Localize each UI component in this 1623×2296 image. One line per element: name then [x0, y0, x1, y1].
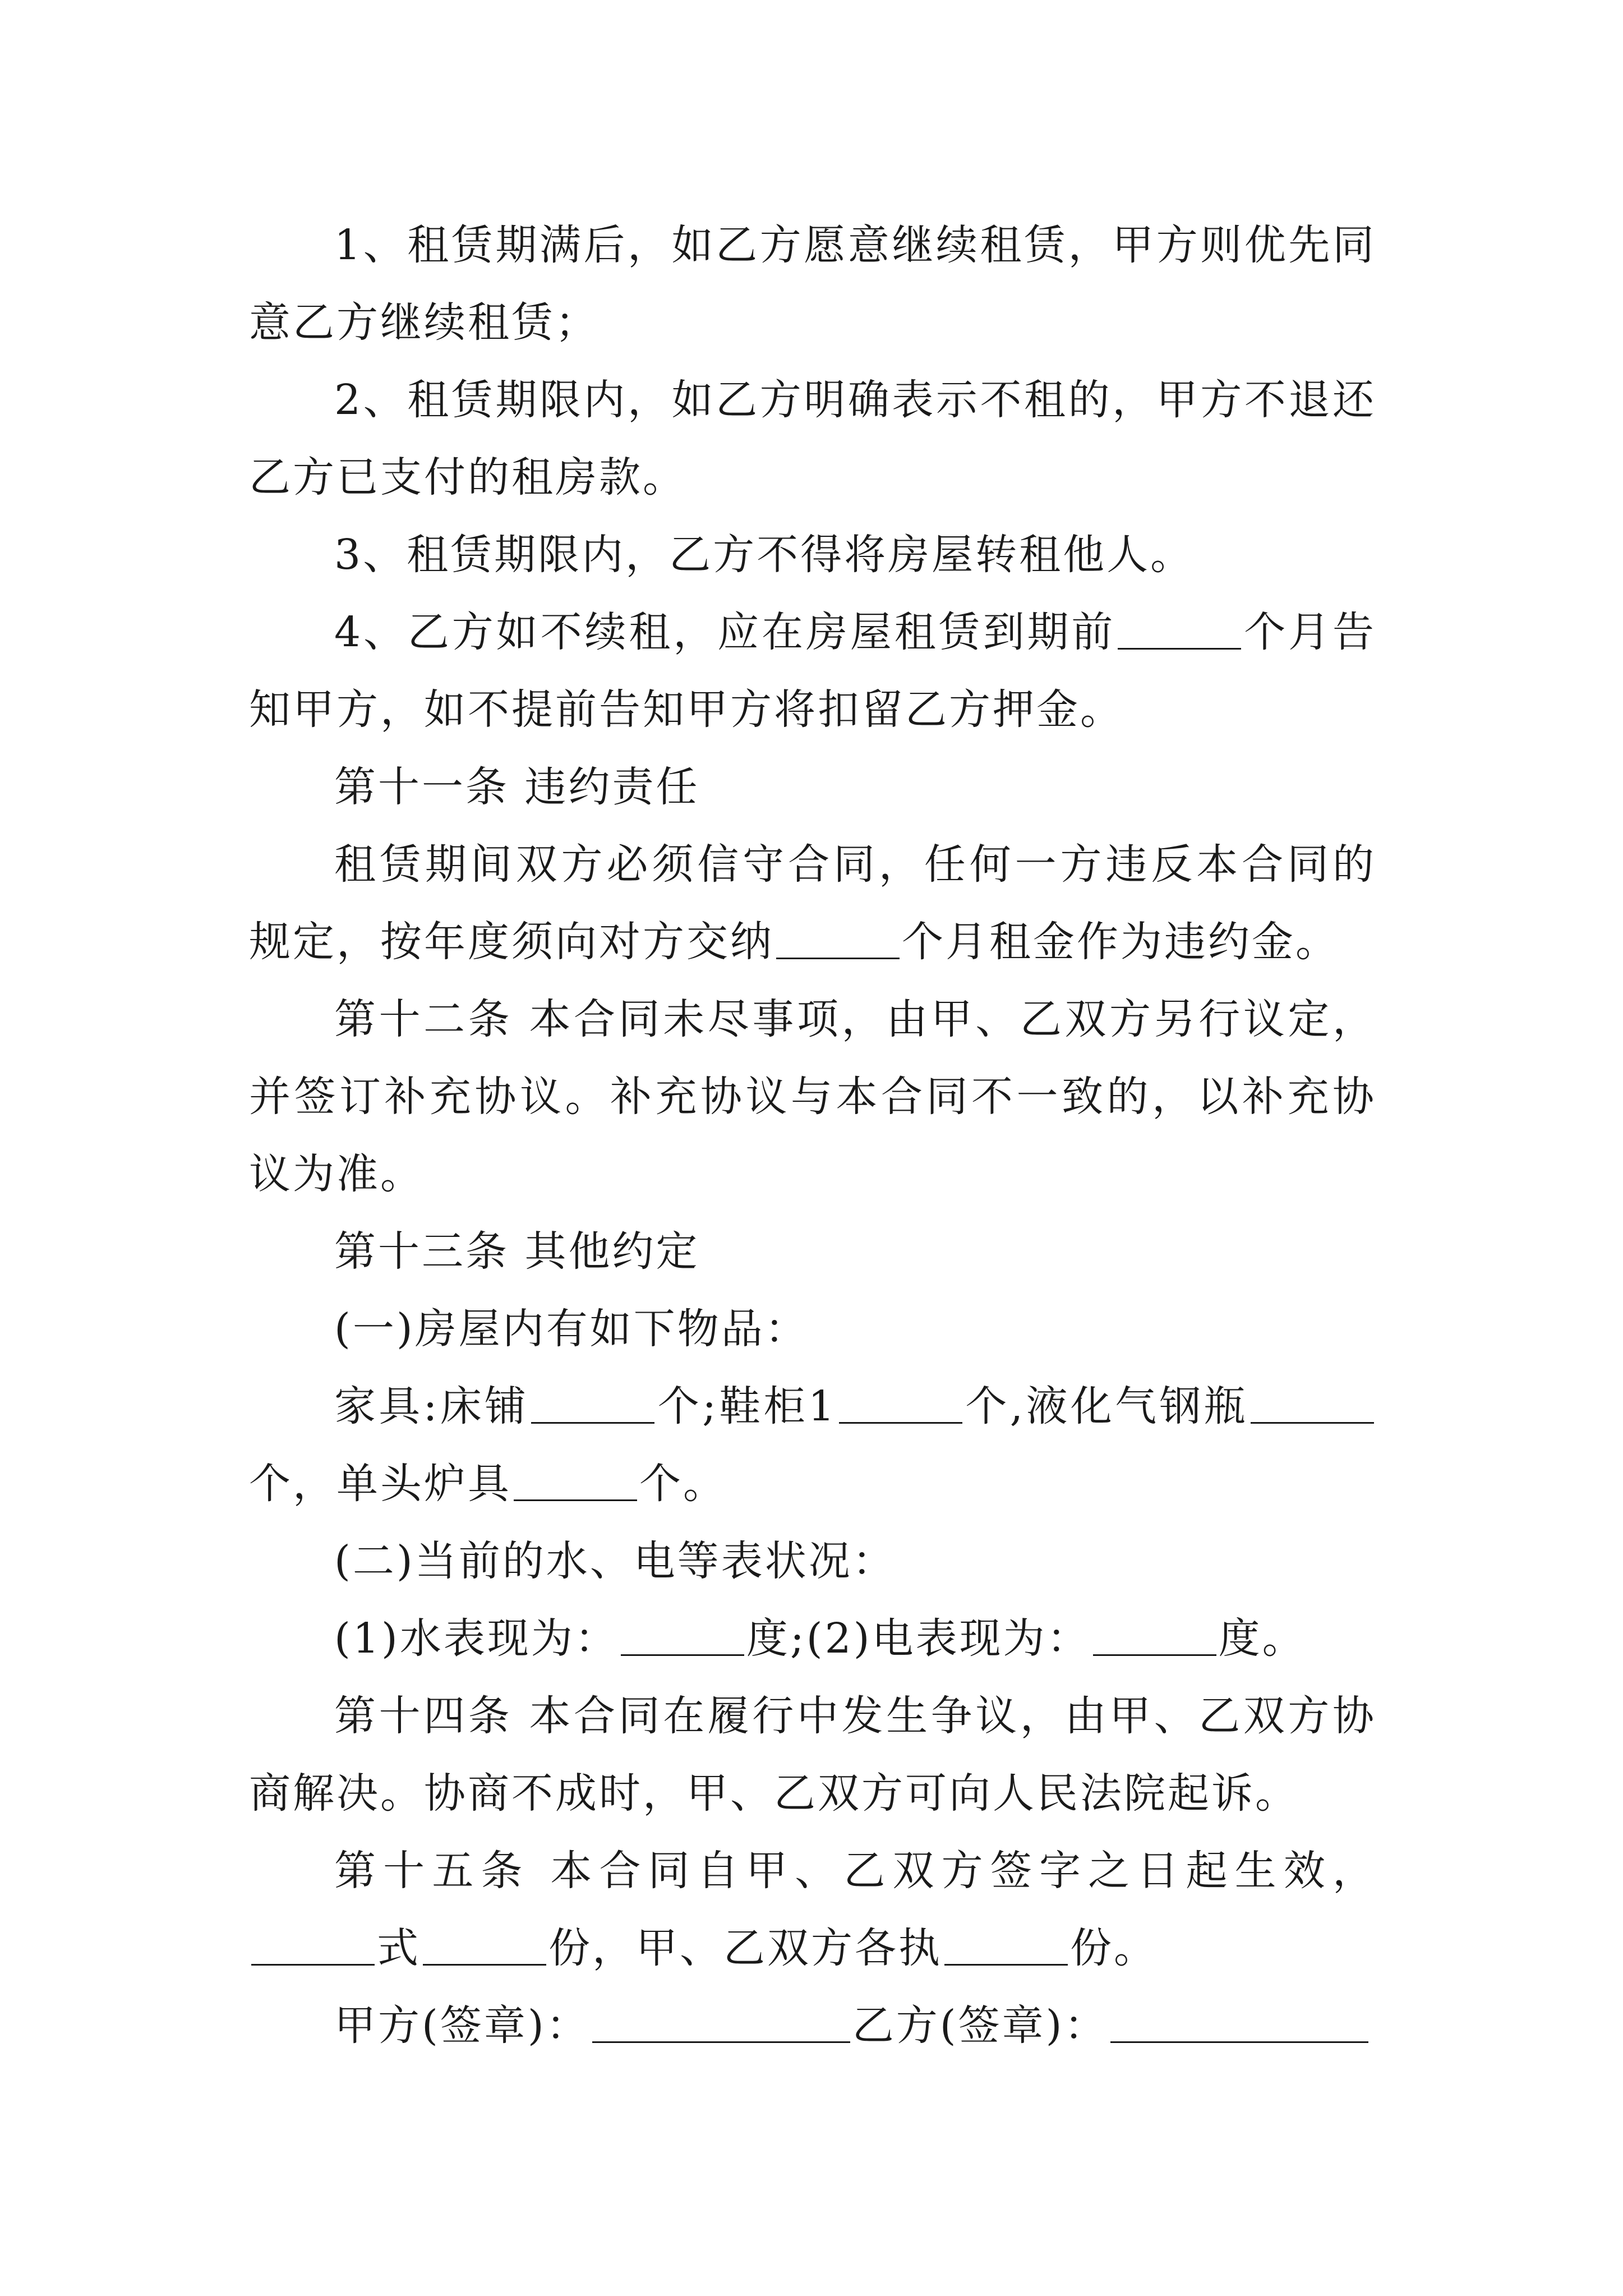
blank-line: [1251, 1421, 1374, 1424]
blank-line: [1118, 647, 1241, 650]
furniture-text-c: 个,液化气钢瓶: [965, 1382, 1248, 1430]
article-11-body: [249, 826, 1376, 981]
blank-line: [531, 1421, 654, 1424]
meter-text-b: 度;(2)电表现为：: [746, 1614, 1091, 1663]
article-15-text-a: 第十五条 本合同自甲、乙双方签字之日起生效，: [334, 1847, 1376, 1895]
article-11-text-a: 租赁期间双方必须信守合同，任何一方违反本合同的规定，按年度须向对方交纳: [249, 840, 1376, 966]
article-11-text-b: 个月租金作为违约金。: [902, 918, 1339, 966]
furniture-text-b: 个;鞋柜1: [657, 1382, 837, 1430]
furniture-text-e: 个。: [639, 1460, 727, 1508]
article-11-heading: 第十一条 违约责任: [334, 763, 700, 811]
clause-renewal-priority: 1、租赁期满后，如乙方愿意继续租赁，甲方则优先同意乙方继续租赁；: [249, 221, 1376, 347]
blank-line: [776, 957, 900, 959]
blank-line: [514, 1499, 637, 1501]
furniture-text-a: 家具:床铺: [334, 1382, 529, 1430]
clause-notice-text-b: 个月告知甲方，如不提前告知甲方将扣留乙方押金。: [249, 608, 1376, 734]
blank-line: [944, 1963, 1068, 1966]
furniture-text-d: 个，单头炉具: [249, 1460, 511, 1508]
article-15: [249, 1832, 1376, 1987]
party-b-signature-label: 乙方(签章)：: [852, 2001, 1108, 2050]
party-a-signature-blank: [592, 2041, 850, 2043]
signature-line: [249, 1987, 1376, 2064]
clause-notice-text-a: 4、乙方如不续租，应在房屋租赁到期前: [334, 608, 1116, 656]
furniture-list: [249, 1368, 1376, 1522]
party-a-signature-label: 甲方(签章)：: [334, 2001, 590, 2050]
meter-readings: [249, 1600, 1376, 1677]
article-13-item-2: (二)当前的水、电等表状况：: [334, 1537, 896, 1585]
article-14: 第十四条 本合同在履行中发生争议，由甲、乙双方协商解决。协商不成时，甲、乙双方可向人民法院起诉。: [249, 1692, 1376, 1818]
article-15-text-b: 式: [377, 1924, 421, 1972]
clause-no-refund: 2、租赁期限内，如乙方明确表示不租的，甲方不退还乙方已支付的租房款。: [249, 376, 1376, 501]
article-13-item-1: (一)房屋内有如下物品：: [334, 1305, 809, 1353]
blank-line: [251, 1963, 375, 1966]
party-b-signature-blank: [1110, 2041, 1368, 2043]
meter-text-c: 度。: [1218, 1614, 1306, 1663]
blank-line: [621, 1654, 744, 1656]
blank-line: [839, 1421, 962, 1424]
blank-line: [1093, 1654, 1216, 1656]
meter-text-a: (1)水表现为：: [334, 1614, 619, 1663]
article-15-text-d: 份。: [1070, 1924, 1158, 1972]
article-13-heading: 第十三条 其他约定: [334, 1227, 700, 1276]
article-12: 第十二条 本合同未尽事项，由甲、乙双方另行议定，并签订补充协议。补充协议与本合同不一致的，以补充协议为准。: [249, 995, 1376, 1198]
clause-no-sublet: 3、租赁期限内，乙方不得将房屋转租他人。: [334, 531, 1195, 579]
clause-notice-period: [249, 593, 1376, 748]
article-15-text-c: 份，甲、乙双方各执: [548, 1924, 942, 1972]
contract-page: [249, 206, 1376, 2064]
blank-line: [423, 1963, 546, 1966]
